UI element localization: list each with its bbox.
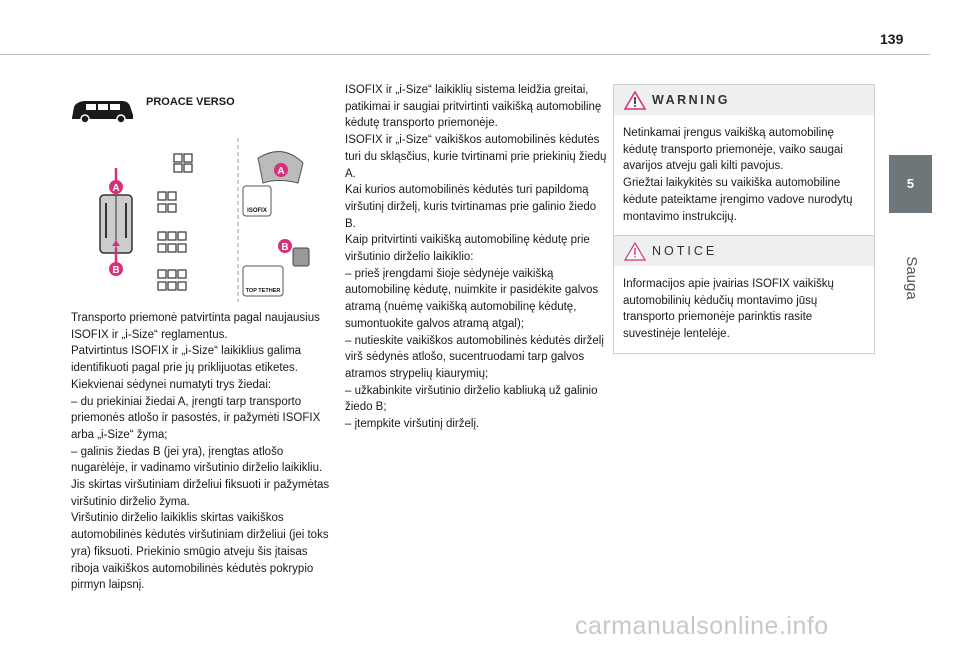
notice-text: Informacijos apie įvairias ISOFIX vaikiškų automobilinių kėdučių montavimo jūsų transporto priemonėje parinktis rasite suvestinėje lentelėje. xyxy=(623,278,834,341)
isofix-label: ISOFIX xyxy=(247,208,267,214)
notice-title: NOTICE xyxy=(652,244,718,258)
chapter-label: Sauga xyxy=(903,256,920,300)
ring-label-a: A xyxy=(112,183,120,194)
model-name: PROACE VERSO xyxy=(146,96,235,108)
header-divider xyxy=(0,54,930,55)
warning-text: Netinkamai įrengus vaikišką automobilinę kėdutę transporto priemonėje, vaiko saugai avarijos atveju gali kilti pavojus. Griežtai laikykitės su vaikiška automobiline kėdute pateiktame įrengimo vadove nurodytų montavimo instrukcijų. xyxy=(623,127,853,223)
top-tether-label: TOP TETHER xyxy=(245,288,281,294)
chapter-tab[interactable]: 5 xyxy=(889,155,932,213)
notice-icon xyxy=(624,242,646,261)
warning-header xyxy=(614,85,874,115)
svg-text:B: B xyxy=(281,242,289,253)
left-column-text: Transporto priemonė patvirtinta pagal naujausius ISOFIX ir „i-Size“ reglamentus. Patvirtintus ISOFIX ir „i-Size“ laikiklius galima identifikuoti pagal prie jų priklijuotas etiketes. Kiekvienai sėdynei numatyti trys žiedai: – du priekiniai žiedai A, įrengti tarp transporto priemonės atlošo ir pasostės, ir pažymėti ISOFIX arba „i-Size“ žyma; – galinis žiedas B (jei yra), įrengtas atlošo nugarėlėje, ir vadinamo viršutinio dirželio laikikliu. Jis skirtas viršutiniam dirželiui fiksuoti ir pažymėtas viršutinio dirželio žyma. Viršutinio dirželio laikiklis skirtas vaikiškos automobilinės kėdutės viršutiniam dirželiui (jei toks yra) fiksuoti. Priekinio smūgio atveju šis įtaisas riboja vaikiškos automobilinės kėdutės pokrypio pirmyn laipsnį. xyxy=(71,312,330,592)
isofix-diagram xyxy=(88,138,328,302)
ring-label-b: B xyxy=(112,265,120,276)
van-icon xyxy=(70,98,136,124)
isofix-anchor-illustration xyxy=(243,152,303,216)
notice-header xyxy=(614,236,874,266)
warning-box xyxy=(613,84,875,236)
seat-layouts xyxy=(158,154,192,290)
svg-text:A: A xyxy=(277,166,285,177)
notice-box xyxy=(613,235,875,354)
page-number: 139 xyxy=(880,31,904,47)
watermark: carmanualsonline.info xyxy=(575,612,829,640)
middle-column-text: ISOFIX ir „i-Size“ laikiklių sistema leidžia greitai, patikimai ir saugiai pritvirtinti vaikišką automobilinę kėdutę transporto priemonėje. ISOFIX ir „i-Size“ vaikiškos automobilinės kėdutės turi du skląsčius, kurie tvirtinami prie priekinių žiedų A. Kai kurios automobilinės kėdutės turi papildomą viršutinį dirželį, kuris tvirtinamas prie galinio žiedo B. Kaip pritvirtinti vaikišką automobilinę kėdutę prie viršutinio dirželio laikiklio: – prieš įrengdami šioje sėdynėje vaikišką automobilinę kėdutę, nuimkite ir pasidėkite galvos atramą (nuėmę vaikišką automobilinę kėdutę, sumontuokite galvos atramą atgal); – nutieskite vaikiškos automobilinės kėdutės dirželį virš sėdynės atlošo, sucentruodami tarp galvos atramos strypelių kiaurymių; – užkabinkite viršutinio dirželio kabliuką už galinio žiedo B; – įtempkite viršutinį dirželį. xyxy=(345,84,607,431)
top-tether-illustration xyxy=(243,239,309,296)
warning-icon xyxy=(624,91,646,110)
warning-title: WARNING xyxy=(652,93,730,107)
